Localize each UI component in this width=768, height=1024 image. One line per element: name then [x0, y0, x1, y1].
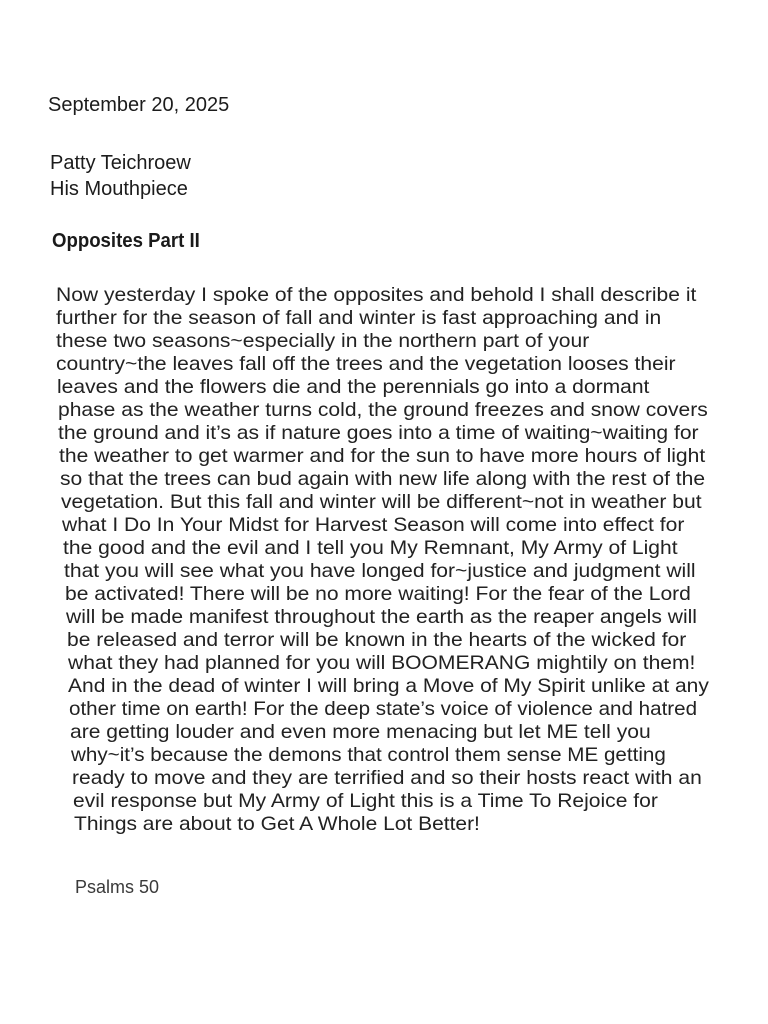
document-title: Opposites Part II	[52, 230, 200, 252]
body-line: Now yesterday I spoke of the opposites and behold I shall describe it	[56, 284, 697, 306]
body-line: further for the season of fall and winter is fast approaching and in	[56, 307, 662, 329]
body-line: other time on earth! For the deep state’s voice of violence and hatred	[69, 698, 698, 720]
body-line: so that the trees can bud again with new life along with the rest of the	[60, 468, 706, 490]
author-name: Patty Teichroew	[50, 152, 191, 174]
body-line: that you will see what you have longed for~justice and judgment will	[64, 560, 696, 582]
body-line: vegetation. But this fall and winter will be different~not in weather but	[61, 491, 702, 513]
body-line: ready to move and they are terrified and so their hosts react with an	[72, 767, 702, 789]
body-line: what I Do In Your Midst for Harvest Season will come into effect for	[62, 514, 685, 536]
author-block	[50, 150, 191, 202]
body-line: Things are about to Get A Whole Lot Better!	[74, 813, 480, 835]
body-line: country~the leaves fall off the trees and the vegetation looses their	[56, 353, 676, 375]
body-line: will be made manifest throughout the earth as the reaper angels will	[66, 606, 697, 628]
body-line: be released and terror will be known in the hearts of the wicked for	[67, 629, 687, 651]
body-line: leaves and the flowers die and the perennials go into a dormant	[57, 376, 650, 398]
body-line: are getting louder and even more menacing but let ME tell you	[70, 721, 651, 743]
body-line: phase as the weather turns cold, the ground freezes and snow covers	[58, 399, 708, 421]
scripture-reference: Psalms 50	[75, 877, 160, 897]
body-line: And in the dead of winter I will bring a Move of My Spirit unlike at any	[68, 675, 709, 697]
body-line: be activated! There will be no more waiting! For the fear of the Lord	[65, 583, 691, 605]
body-line: the weather to get warmer and for the sun to have more hours of light	[59, 445, 706, 467]
document-date: September 20, 2025	[48, 94, 230, 116]
body-line: evil response but My Army of Light this is a Time To Rejoice for	[73, 790, 658, 812]
author-role: His Mouthpiece	[50, 178, 188, 200]
body-line: the ground and it’s as if nature goes into a time of waiting~waiting for	[58, 422, 699, 444]
body-line: why~it’s because the demons that control them sense ME getting	[71, 744, 666, 766]
body-line: the good and the evil and I tell you My Remnant, My Army of Light	[63, 537, 678, 559]
body-line: what they had planned for you will BOOMERANG mightily on them!	[68, 652, 696, 674]
body-line: these two seasons~especially in the northern part of your	[56, 330, 590, 352]
